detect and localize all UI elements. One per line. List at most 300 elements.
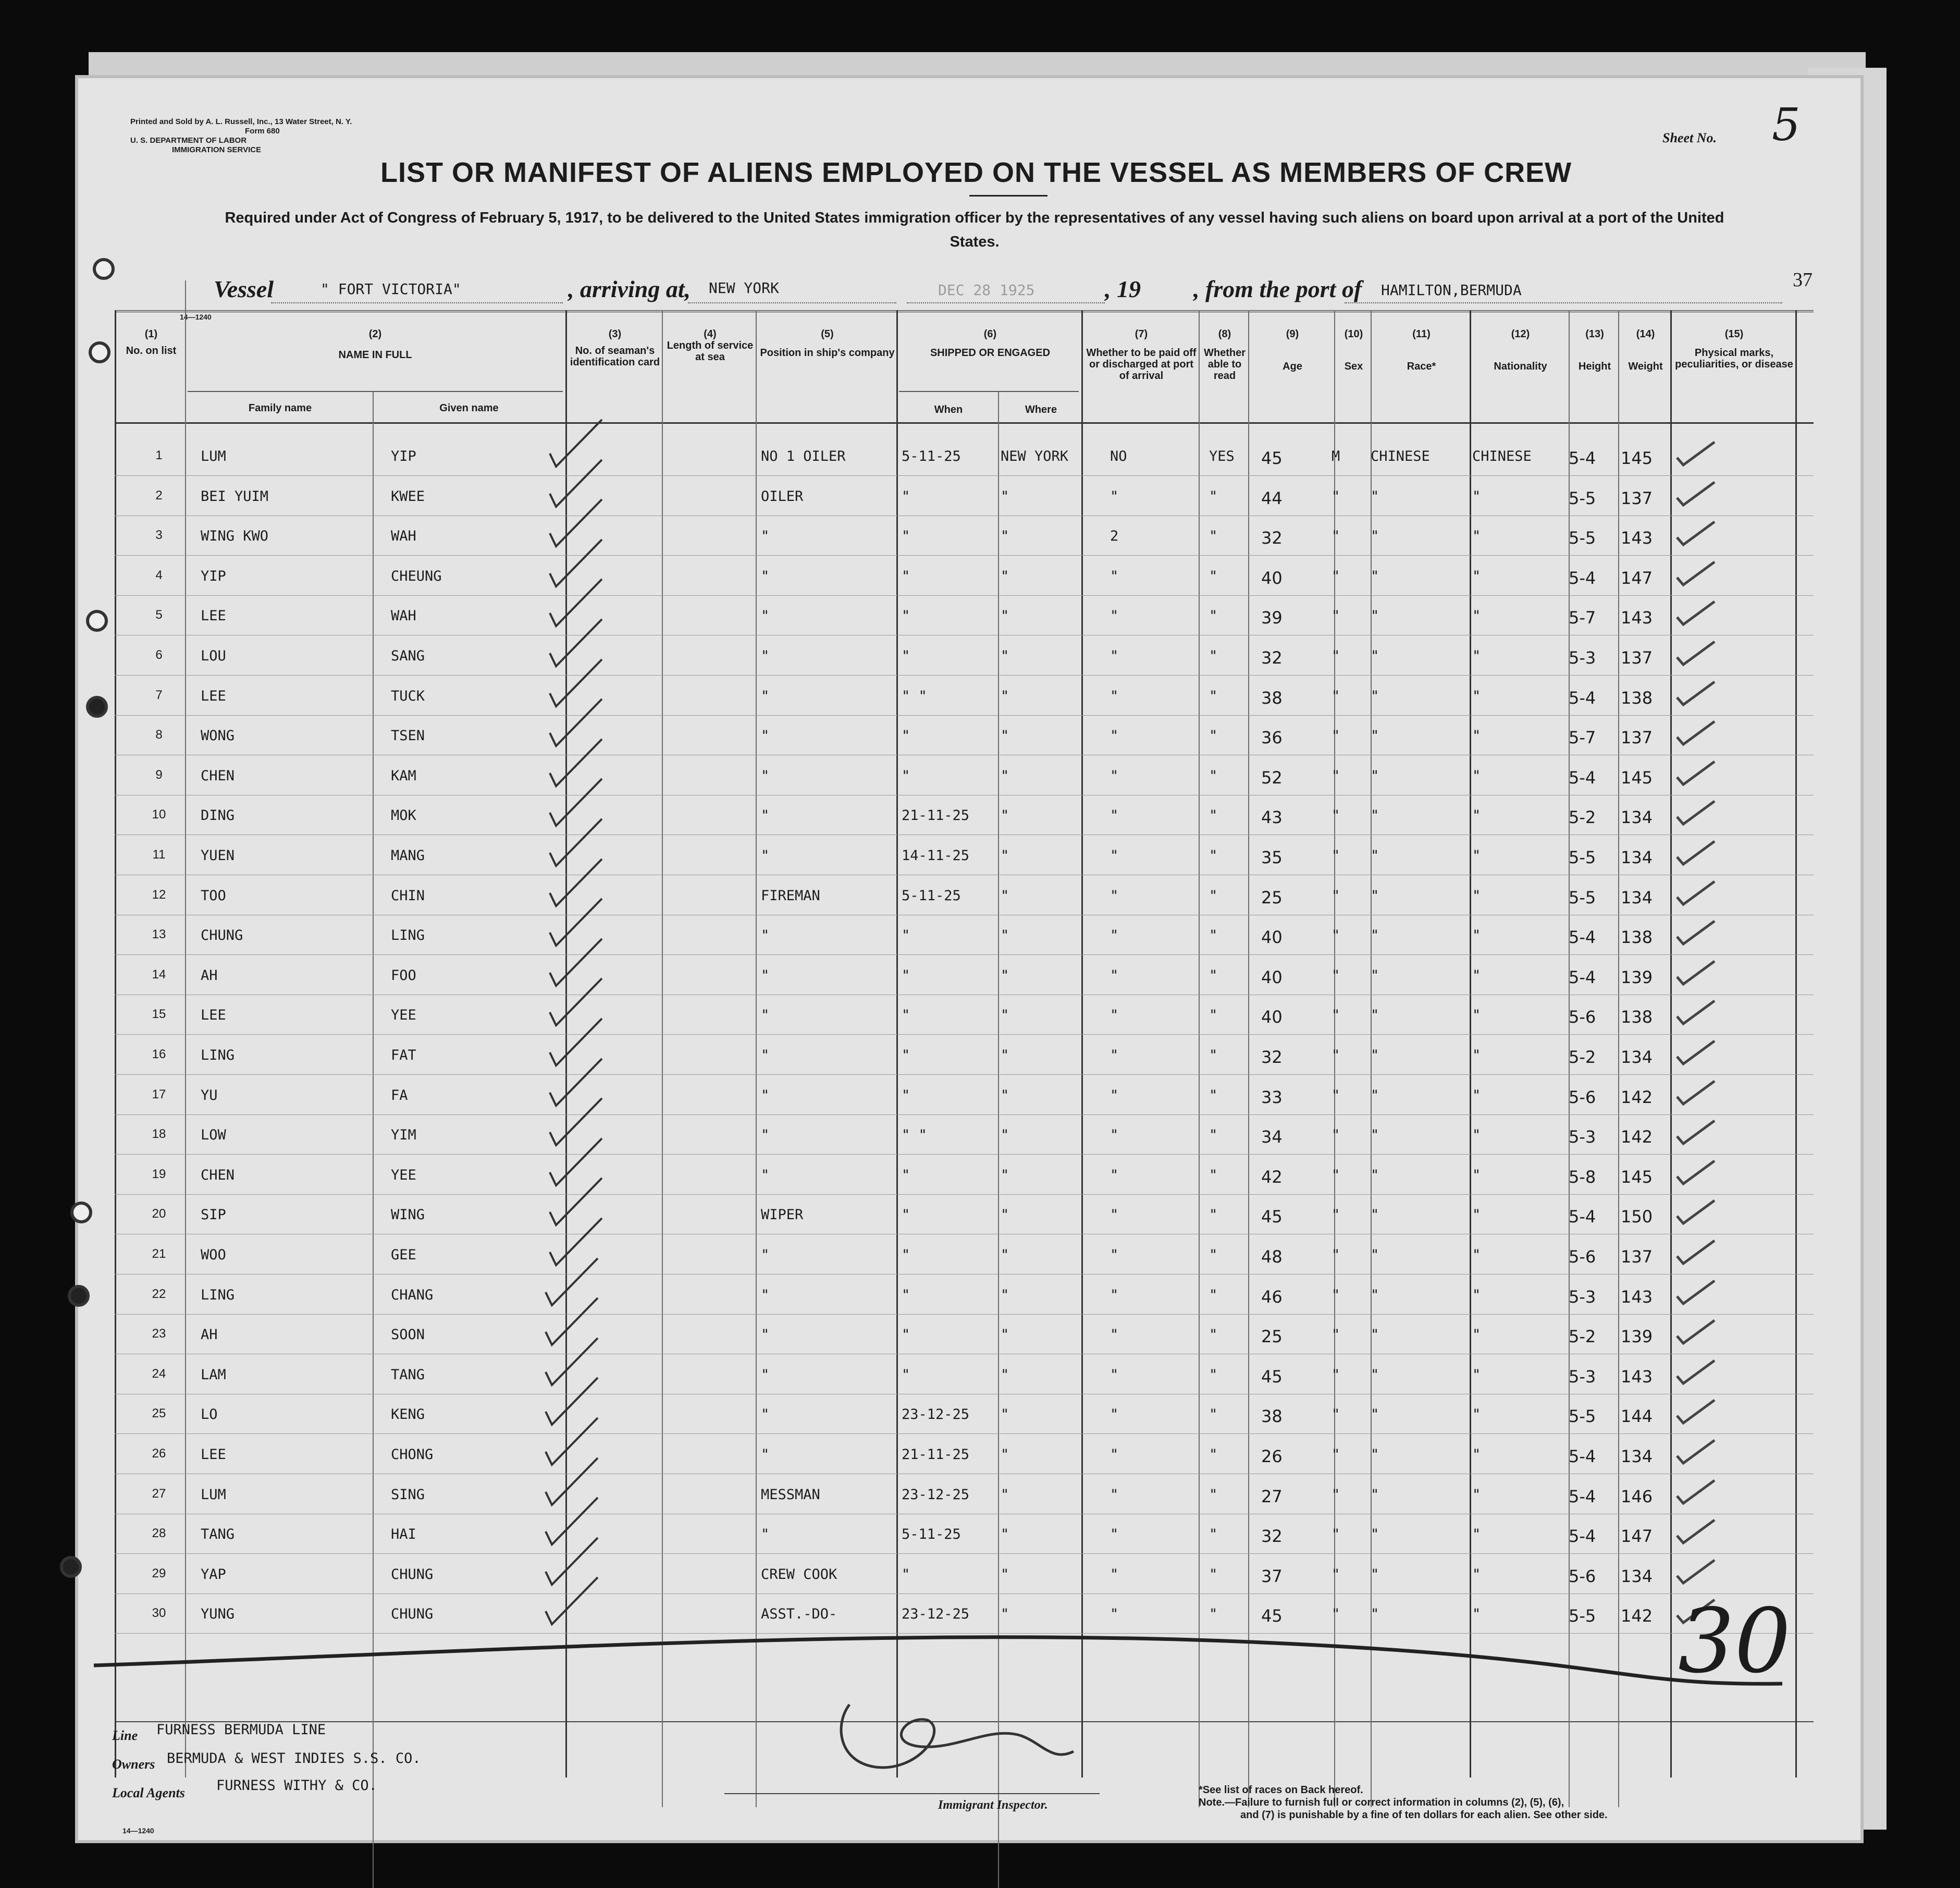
cell-able-to-read: " [1209,967,1218,984]
cell-given-name: SANG [391,648,425,664]
form-code: 14—1240 [180,313,212,321]
col-label: Nationality [1494,361,1547,372]
cell-position: " [761,1247,770,1263]
cell-given-name: KENG [391,1406,425,1423]
col-label: Whether to be paid off or discharged at port of arrival [1086,347,1197,382]
cell-shipped-when: " [902,1366,910,1383]
cell-race: " [1371,1526,1379,1543]
cell-weight: 142 [1621,1127,1653,1147]
cell-shipped-where: " [1001,1286,1009,1303]
cell-able-to-read: " [1209,1247,1218,1263]
cell-race: " [1371,728,1379,744]
cell-family-name: YAP [201,1566,226,1583]
cell-row-number: 11 [152,848,166,862]
cell-height: 5-3 [1569,648,1596,668]
col-label: NAME IN FULL [338,349,412,361]
cell-race: " [1371,887,1379,904]
cell-given-name: FA [391,1087,408,1104]
cell-age: 45 [1261,1207,1283,1227]
cell-nationality: " [1472,767,1481,784]
cell-row-number: 10 [152,807,166,822]
col-label: Height [1578,361,1611,372]
cell-sex: " [1332,1247,1340,1263]
cell-race: " [1371,807,1379,824]
cell-family-name: TANG [201,1526,235,1543]
cell-sex: " [1332,1167,1340,1183]
cell-height: 5-2 [1569,807,1596,828]
cell-height: 5-4 [1569,688,1596,708]
cell-age: 45 [1261,1366,1283,1387]
cell-weight: 145 [1621,767,1653,788]
cell-paid-off: " [1110,807,1119,824]
cell-able-to-read: " [1209,1286,1218,1303]
cell-height: 5-4 [1569,1486,1596,1506]
total-count: 30 [1678,1590,1791,1693]
cell-race: " [1371,927,1379,944]
cell-paid-off: " [1110,848,1119,864]
cell-able-to-read: " [1209,1566,1218,1583]
cell-able-to-read: " [1209,688,1218,704]
cell-shipped-when: 5-11-25 [902,1526,961,1543]
cell-race: CHINESE [1371,448,1430,464]
cell-race: " [1371,688,1379,704]
cell-height: 5-4 [1569,767,1596,788]
inspector-signature-line [724,1793,1100,1794]
cell-sex: " [1332,1446,1340,1463]
cell-age: 38 [1261,688,1283,708]
cell-height: 5-6 [1569,1566,1596,1586]
cell-race: " [1371,1446,1379,1463]
cell-family-name: YUEN [201,848,235,864]
printer-line: Printed and Sold by A. L. Russell, Inc., 13 Water Street, N. Y. [130,117,352,126]
cell-race: " [1371,1007,1379,1024]
cell-shipped-when: 14-11-25 [902,848,970,864]
cell-nationality: " [1472,1007,1481,1024]
cell-shipped-when: 21-11-25 [902,1446,970,1463]
cell-race: " [1371,767,1379,784]
cell-row-number: 28 [152,1526,166,1541]
cell-paid-off: " [1110,1366,1119,1383]
cell-weight: 145 [1621,1167,1653,1187]
cell-able-to-read: " [1209,1327,1218,1343]
penalty-note-cont: and (7) is punishable by a fine of ten dollars for each alien. See other side. [1240,1809,1608,1821]
cell-nationality: " [1472,608,1481,624]
cell-sex: " [1332,568,1340,584]
cell-height: 5-5 [1569,1606,1596,1626]
cell-row-number: 19 [152,1167,166,1181]
cell-row-number: 8 [155,728,163,742]
cell-family-name: CHEN [201,767,235,784]
cell-position: " [761,1327,770,1343]
cell-shipped-where: " [1001,1007,1009,1024]
cell-position: " [761,1007,770,1024]
cell-race: " [1371,1566,1379,1583]
cell-paid-off: " [1110,1606,1119,1623]
cell-shipped-when: " [902,967,910,984]
cell-family-name: WONG [201,728,235,744]
cell-position: " [761,1286,770,1303]
cell-age: 52 [1261,767,1283,788]
cell-sex: " [1332,927,1340,944]
cell-shipped-where: " [1001,848,1009,864]
cell-height: 5-4 [1569,967,1596,987]
cell-able-to-read: " [1209,1406,1218,1423]
cell-weight: 137 [1621,1247,1653,1267]
vessel-label: Vessel [214,276,274,302]
cell-nationality: " [1472,1047,1481,1063]
cell-family-name: LEE [201,1446,226,1463]
col-label: SHIPPED OR ENGAGED [930,347,1051,359]
cell-nationality: CHINESE [1472,448,1532,464]
cell-weight: 137 [1621,648,1653,668]
cell-able-to-read: " [1209,1007,1218,1024]
footer-form-code: 14—1240 [122,1826,154,1835]
cell-paid-off: " [1110,728,1119,744]
cell-sex: " [1332,1087,1340,1104]
cell-position: ASST.-DO- [761,1606,837,1623]
col-number: (2) [368,328,382,340]
cell-position: WIPER [761,1207,804,1223]
cell-able-to-read: " [1209,1366,1218,1383]
cell-sex: " [1332,1007,1340,1024]
cell-height: 5-4 [1569,1446,1596,1466]
cell-shipped-when: " [902,1286,910,1303]
cell-row-number: 3 [155,528,163,543]
year-label: , 19 [1105,276,1141,302]
cell-able-to-read: " [1209,1127,1218,1144]
arriving-label: , arriving at, [568,276,691,302]
cell-given-name: TANG [391,1366,425,1383]
cell-age: 25 [1261,887,1283,908]
cell-shipped-when: " [902,1207,910,1223]
cell-shipped-when: 5-11-25 [902,887,961,904]
cell-able-to-read: " [1209,1446,1218,1463]
cell-height: 5-2 [1569,1327,1596,1347]
cell-position: " [761,1127,770,1144]
cell-family-name: LING [201,1047,235,1063]
cell-age: 46 [1261,1286,1283,1307]
cell-age: 32 [1261,1526,1283,1547]
cell-given-name: CHEUNG [391,568,442,584]
cell-paid-off: " [1110,1286,1119,1303]
cell-row-number: 30 [152,1606,166,1621]
cell-sex: " [1332,807,1340,824]
cell-row-number: 24 [152,1366,166,1381]
cell-race: " [1371,1047,1379,1063]
cell-sex: " [1332,488,1340,505]
cell-age: 26 [1261,1446,1283,1466]
cell-family-name: LAM [201,1366,226,1383]
owners-value: BERMUDA & WEST INDIES S.S. CO. [167,1750,421,1767]
cell-paid-off: " [1110,767,1119,784]
cell-row-number: 22 [152,1286,166,1301]
cell-given-name: YEE [391,1167,416,1183]
cell-row-number: 20 [152,1207,166,1221]
cell-given-name: MANG [391,848,425,864]
cell-family-name: LO [201,1406,218,1423]
cell-paid-off: " [1110,1087,1119,1104]
cell-able-to-read: " [1209,1087,1218,1104]
cell-shipped-where: " [1001,1406,1009,1423]
col-number: (12) [1511,328,1530,340]
cell-nationality: " [1472,1366,1481,1383]
cell-position: " [761,1446,770,1463]
date-stamp: DEC 28 1925 [938,281,1035,299]
inspector-label: Immigrant Inspector. [938,1798,1048,1812]
cell-nationality: " [1472,488,1481,505]
cell-sex: " [1332,1406,1340,1423]
cell-shipped-where: " [1001,807,1009,824]
cell-able-to-read: " [1209,1207,1218,1223]
cell-able-to-read: " [1209,1167,1218,1183]
cell-position: " [761,728,770,744]
cell-position: " [761,1167,770,1183]
cell-age: 38 [1261,1406,1283,1427]
cell-paid-off: " [1110,967,1119,984]
cell-position: " [761,927,770,944]
cell-family-name: LEE [201,688,226,704]
cell-position: " [761,648,770,664]
cell-race: " [1371,648,1379,664]
cell-able-to-read: " [1209,568,1218,584]
col-label: Age [1283,361,1302,372]
cell-sex: " [1332,767,1340,784]
cell-position: " [761,1406,770,1423]
page-reference: 37 [1793,269,1813,291]
cell-shipped-when: " [902,1247,910,1263]
cell-shipped-when: " [902,927,910,944]
form-number: Form 680 [245,127,280,136]
cell-row-number: 12 [152,887,166,902]
cell-given-name: CHONG [391,1446,434,1463]
cell-row-number: 21 [152,1247,166,1261]
cell-age: 40 [1261,568,1283,588]
cell-weight: 143 [1621,1286,1653,1307]
cell-position: NO 1 OILER [761,448,846,464]
col-label: Physical marks, peculiarities, or disease [1675,347,1793,370]
col-number: (9) [1286,328,1299,340]
cell-given-name: CHUNG [391,1566,434,1583]
penalty-note: Note.—Failure to furnish full or correct information in columns (2), (5), (6), [1199,1797,1564,1808]
cell-paid-off: " [1110,1247,1119,1263]
cell-nationality: " [1472,1486,1481,1503]
cell-height: 5-4 [1569,568,1596,588]
cell-sex: M [1332,448,1340,464]
cell-age: 37 [1261,1566,1283,1586]
inspector-signature [841,1705,1074,1768]
cell-weight: 142 [1621,1087,1653,1107]
cell-position: " [761,608,770,624]
cell-race: " [1371,608,1379,624]
cell-able-to-read: " [1209,807,1218,824]
cell-family-name: LOU [201,648,226,664]
cell-sex: " [1332,1566,1340,1583]
cell-family-name: TOO [201,887,226,904]
agents-label: Local Agents [112,1785,185,1800]
cell-age: 40 [1261,927,1283,948]
cell-row-number: 2 [155,488,163,502]
cell-nationality: " [1472,1526,1481,1543]
cell-shipped-when: 23-12-25 [902,1406,970,1423]
cell-nationality: " [1472,688,1481,704]
cell-given-name: SOON [391,1327,425,1343]
cell-shipped-where: " [1001,927,1009,944]
cell-family-name: YUNG [201,1606,235,1623]
cell-position: " [761,568,770,584]
cell-sex: " [1332,1327,1340,1343]
cell-race: " [1371,1127,1379,1144]
cell-family-name: WING KWO [201,528,269,545]
col-label: No. of seaman's identification card [570,345,660,368]
cell-age: 35 [1261,848,1283,867]
cell-age: 40 [1261,967,1283,987]
cell-row-number: 15 [152,1007,166,1022]
cell-position: " [761,1087,770,1104]
cell-position: " [761,528,770,545]
cell-nationality: " [1472,528,1481,545]
cell-nationality: " [1472,1406,1481,1423]
cell-paid-off: " [1110,568,1119,584]
cell-row-number: 26 [152,1446,166,1461]
cell-shipped-when: " [902,568,910,584]
cell-weight: 134 [1621,1566,1653,1586]
cell-sex: " [1332,648,1340,664]
cell-shipped-where: " [1001,648,1009,664]
cell-family-name: CHUNG [201,927,243,944]
cell-weight: 150 [1621,1207,1653,1227]
cell-shipped-when: " [902,767,910,784]
cell-race: " [1371,1606,1379,1623]
cell-shipped-when: " [902,1007,910,1024]
cell-family-name: LUM [201,1486,226,1503]
col-number: (1) [144,328,158,340]
cell-weight: 139 [1621,967,1653,987]
cell-sex: " [1332,1606,1340,1623]
cell-shipped-where: " [1001,1566,1009,1583]
col-label: No. on list [126,345,177,357]
cell-able-to-read: YES [1209,448,1235,464]
cell-paid-off: " [1110,887,1119,904]
col-label: Whether able to read [1204,347,1246,382]
cell-nationality: " [1472,1167,1481,1183]
cell-shipped-where: " [1001,1047,1009,1063]
cell-paid-off: " [1110,1327,1119,1343]
cell-height: 5-4 [1569,1526,1596,1547]
cell-age: 44 [1261,488,1283,508]
col-header-when: When [934,404,963,415]
cell-family-name: DING [201,807,235,824]
race-note: *See list of races on Back hereof. [1199,1784,1363,1796]
cell-nationality: " [1472,848,1481,864]
closing-line [94,1637,1782,1684]
cell-sex: " [1332,1286,1340,1303]
cell-paid-off: " [1110,1526,1119,1543]
cell-sex: " [1332,967,1340,984]
cell-nationality: " [1472,728,1481,744]
cell-position: " [761,807,770,824]
col-number: (15) [1724,328,1744,340]
cell-weight: 138 [1621,1007,1653,1027]
cell-sex: " [1332,688,1340,704]
cell-sex: " [1332,608,1340,624]
cell-age: 25 [1261,1327,1283,1347]
cell-given-name: YEE [391,1007,416,1024]
cell-height: 5-8 [1569,1167,1596,1187]
cell-age: 32 [1261,1047,1283,1067]
cell-shipped-when: 5-11-25 [902,448,961,464]
cell-given-name: FOO [391,967,416,984]
col-number: (6) [983,328,997,340]
cell-family-name: LOW [201,1127,226,1144]
cell-nationality: " [1472,887,1481,904]
cell-nationality: " [1472,1247,1481,1263]
cell-able-to-read: " [1209,1526,1218,1543]
cell-paid-off: " [1110,1047,1119,1063]
cell-height: 5-3 [1569,1286,1596,1307]
cell-shipped-when: " [902,1047,910,1063]
cell-position: " [761,1366,770,1383]
cell-shipped-when: " [902,488,910,505]
cell-race: " [1371,1486,1379,1503]
cell-weight: 145 [1621,448,1653,468]
cell-family-name: AH [201,1327,218,1343]
cell-shipped-when: " [902,728,910,744]
cell-shipped-where: " [1001,767,1009,784]
cell-race: " [1371,1366,1379,1383]
cell-paid-off: " [1110,1127,1119,1144]
cell-given-name: YIP [391,448,416,464]
cell-shipped-where: " [1001,488,1009,505]
cell-given-name: LING [391,927,425,944]
cell-weight: 143 [1621,528,1653,548]
cell-shipped-when: 21-11-25 [902,807,970,824]
cell-nationality: " [1472,1446,1481,1463]
cell-age: 32 [1261,648,1283,668]
cell-given-name: KWEE [391,488,425,505]
cell-row-number: 1 [155,448,163,462]
cell-shipped-where: " [1001,1127,1009,1144]
owners-label: Owners [112,1757,155,1772]
cell-given-name: CHUNG [391,1606,434,1623]
col-header-given-name: Given name [439,402,499,414]
cell-height: 5-6 [1569,1247,1596,1267]
col-number: (8) [1218,328,1231,340]
cell-shipped-where: " [1001,1327,1009,1343]
cell-row-number: 5 [155,608,163,622]
cell-given-name: YIM [391,1127,416,1144]
cell-age: 48 [1261,1247,1283,1267]
cell-nationality: " [1472,1606,1481,1623]
cell-nationality: " [1472,1207,1481,1223]
cell-weight: 142 [1621,1606,1653,1626]
cell-weight: 147 [1621,1526,1653,1547]
cell-given-name: SING [391,1486,425,1503]
cell-position: " [761,1526,770,1543]
col-label: Sex [1344,361,1363,372]
cell-row-number: 23 [152,1327,166,1341]
cell-paid-off: NO [1110,448,1127,464]
cell-paid-off: " [1110,688,1119,704]
cell-family-name: LUM [201,448,226,464]
cell-shipped-when: " [902,1167,910,1183]
col-number: (7) [1135,328,1148,340]
cell-shipped-when: " [902,1087,910,1104]
cell-nationality: " [1472,568,1481,584]
cell-weight: 138 [1621,688,1653,708]
cell-nationality: " [1472,1286,1481,1303]
cell-race: " [1371,568,1379,584]
cell-given-name: WAH [391,528,416,545]
